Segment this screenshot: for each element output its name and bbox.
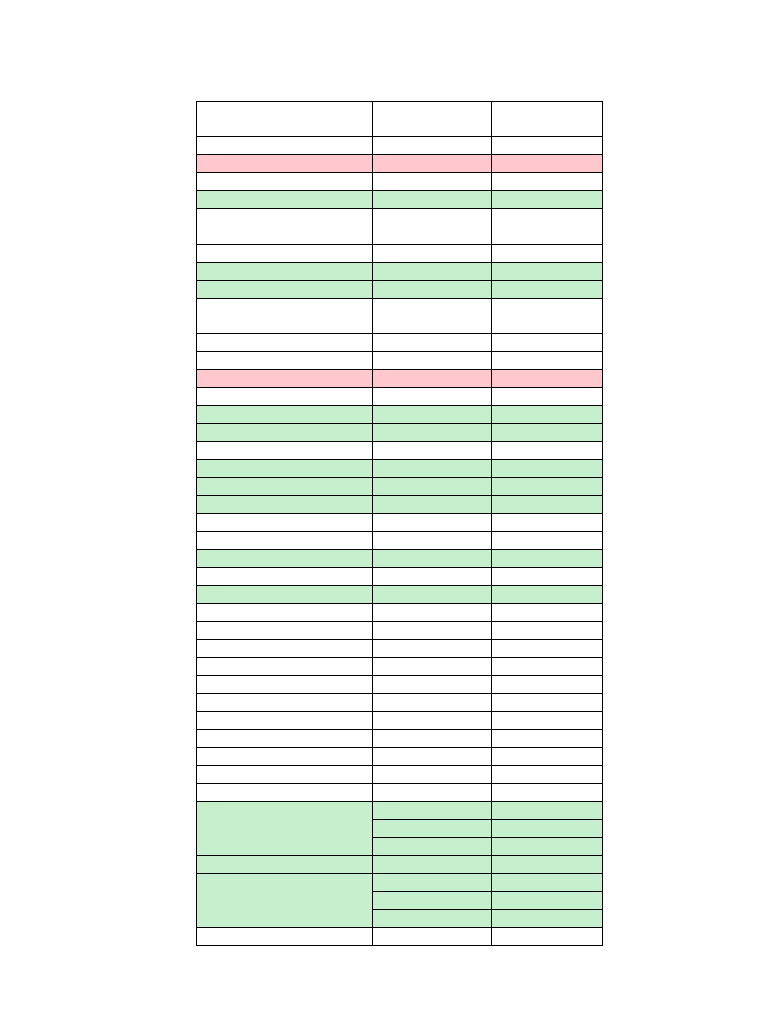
table-row	[197, 191, 603, 209]
table-row	[197, 155, 603, 173]
table-cell	[492, 838, 603, 856]
table-cell	[197, 532, 373, 550]
table-row	[197, 478, 603, 496]
table-cell	[492, 748, 603, 766]
table-cell	[373, 406, 492, 424]
table-cell	[373, 173, 492, 191]
table-cell	[197, 856, 373, 874]
table-row	[197, 442, 603, 460]
table-cell	[492, 892, 603, 910]
table-cell	[492, 604, 603, 622]
table-cell	[373, 694, 492, 712]
table-cell	[492, 281, 603, 299]
table-cell	[197, 658, 373, 676]
table-cell	[373, 388, 492, 406]
table-cell	[197, 388, 373, 406]
table-row	[197, 712, 603, 730]
table-cell	[373, 802, 492, 820]
table-row	[197, 766, 603, 784]
table-cell	[197, 406, 373, 424]
table-cell	[492, 173, 603, 191]
table-cell	[373, 352, 492, 370]
table-cell	[197, 730, 373, 748]
table-cell	[492, 478, 603, 496]
table-row	[197, 137, 603, 155]
table-cell	[373, 478, 492, 496]
table-row	[197, 730, 603, 748]
table-cell	[197, 281, 373, 299]
table-row	[197, 102, 603, 137]
table-cell	[373, 658, 492, 676]
table-cell	[373, 442, 492, 460]
table-cell	[492, 802, 603, 820]
table-row	[197, 352, 603, 370]
table-cell	[197, 766, 373, 784]
table-cell	[373, 874, 492, 892]
table-row	[197, 784, 603, 802]
table-cell	[492, 640, 603, 658]
table-cell	[492, 442, 603, 460]
table-cell	[373, 766, 492, 784]
table-cell	[373, 460, 492, 478]
table-cell	[492, 712, 603, 730]
table-cell	[373, 137, 492, 155]
table-cell	[373, 281, 492, 299]
table-cell	[197, 676, 373, 694]
table-cell	[373, 102, 492, 137]
table-cell	[492, 820, 603, 838]
table-cell	[492, 784, 603, 802]
table-cell	[197, 478, 373, 496]
table-cell	[492, 550, 603, 568]
table-cell	[492, 388, 603, 406]
table-cell	[373, 334, 492, 352]
table-row	[197, 676, 603, 694]
table-cell	[492, 102, 603, 137]
table-cell	[197, 191, 373, 209]
table-cell	[197, 173, 373, 191]
table-row	[197, 622, 603, 640]
table-cell	[373, 748, 492, 766]
table-cell	[492, 334, 603, 352]
table-row	[197, 388, 603, 406]
table-cell	[492, 730, 603, 748]
table-cell	[492, 352, 603, 370]
table-cell	[197, 155, 373, 173]
table-row	[197, 281, 603, 299]
table-row	[197, 245, 603, 263]
table-cell	[197, 370, 373, 388]
table-row	[197, 424, 603, 442]
table-cell	[373, 712, 492, 730]
table-row	[197, 460, 603, 478]
table-row	[197, 928, 603, 946]
table-row	[197, 856, 603, 874]
table-cell	[492, 622, 603, 640]
table-cell	[373, 299, 492, 334]
table-row	[197, 370, 603, 388]
table-cell	[197, 586, 373, 604]
table-cell	[492, 910, 603, 928]
table-cell	[373, 245, 492, 263]
table-cell	[492, 496, 603, 514]
table-cell	[197, 640, 373, 658]
table-cell	[373, 424, 492, 442]
table-cell	[197, 442, 373, 460]
table-cell	[197, 568, 373, 586]
table-cell	[197, 424, 373, 442]
table-cell	[197, 460, 373, 478]
table-cell	[492, 245, 603, 263]
table-row	[197, 604, 603, 622]
table-cell	[492, 370, 603, 388]
table-row	[197, 748, 603, 766]
table-row	[197, 802, 603, 820]
table-cell	[373, 838, 492, 856]
table-cell	[373, 191, 492, 209]
table-cell	[373, 263, 492, 281]
table-cell	[492, 155, 603, 173]
table-cell	[197, 263, 373, 281]
table-body	[197, 102, 603, 946]
table-cell	[197, 712, 373, 730]
table-cell	[373, 586, 492, 604]
table-cell	[197, 874, 373, 928]
table-cell	[197, 209, 373, 245]
table-cell	[373, 209, 492, 245]
table-row	[197, 694, 603, 712]
table-cell	[373, 730, 492, 748]
table-cell	[492, 406, 603, 424]
table-cell	[492, 460, 603, 478]
table-cell	[373, 910, 492, 928]
table-cell	[197, 550, 373, 568]
table-cell	[492, 586, 603, 604]
table-cell	[373, 892, 492, 910]
table-cell	[492, 209, 603, 245]
table-cell	[492, 694, 603, 712]
table-cell	[373, 496, 492, 514]
table-row	[197, 586, 603, 604]
table-cell	[492, 856, 603, 874]
table-cell	[373, 676, 492, 694]
table-cell	[492, 658, 603, 676]
table-cell	[197, 622, 373, 640]
table-row	[197, 496, 603, 514]
table-row	[197, 550, 603, 568]
table-cell	[373, 784, 492, 802]
table-cell	[492, 568, 603, 586]
table-row	[197, 406, 603, 424]
table-cell	[197, 514, 373, 532]
table-cell	[373, 532, 492, 550]
table-cell	[373, 640, 492, 658]
table-cell	[492, 676, 603, 694]
table-cell	[197, 102, 373, 137]
table-cell	[197, 334, 373, 352]
table-cell	[373, 856, 492, 874]
table-cell	[373, 820, 492, 838]
table-cell	[197, 784, 373, 802]
table-cell	[197, 748, 373, 766]
table-cell	[492, 766, 603, 784]
table-cell	[373, 928, 492, 946]
table-cell	[197, 802, 373, 856]
table-row	[197, 299, 603, 334]
table-cell	[373, 370, 492, 388]
table-row	[197, 263, 603, 281]
table-cell	[373, 550, 492, 568]
table-row	[197, 640, 603, 658]
table-row	[197, 658, 603, 676]
table-row	[197, 334, 603, 352]
table-row	[197, 209, 603, 245]
table-row	[197, 874, 603, 892]
table-cell	[197, 137, 373, 155]
table-cell	[373, 514, 492, 532]
table-cell	[492, 424, 603, 442]
table-cell	[492, 532, 603, 550]
table-row	[197, 514, 603, 532]
table-row	[197, 532, 603, 550]
table-cell	[197, 694, 373, 712]
table-cell	[197, 299, 373, 334]
table-cell	[373, 622, 492, 640]
table-row	[197, 173, 603, 191]
table-cell	[373, 604, 492, 622]
table-cell	[492, 137, 603, 155]
data-table	[196, 101, 603, 946]
table-row	[197, 568, 603, 586]
table-cell	[492, 928, 603, 946]
table-cell	[197, 928, 373, 946]
table-cell	[492, 263, 603, 281]
table-cell	[373, 568, 492, 586]
table-cell	[197, 352, 373, 370]
table-cell	[492, 514, 603, 532]
table-cell	[492, 874, 603, 892]
table-cell	[197, 604, 373, 622]
table-cell	[492, 299, 603, 334]
table-cell	[373, 155, 492, 173]
table-cell	[197, 496, 373, 514]
table-cell	[197, 245, 373, 263]
table-cell	[492, 191, 603, 209]
